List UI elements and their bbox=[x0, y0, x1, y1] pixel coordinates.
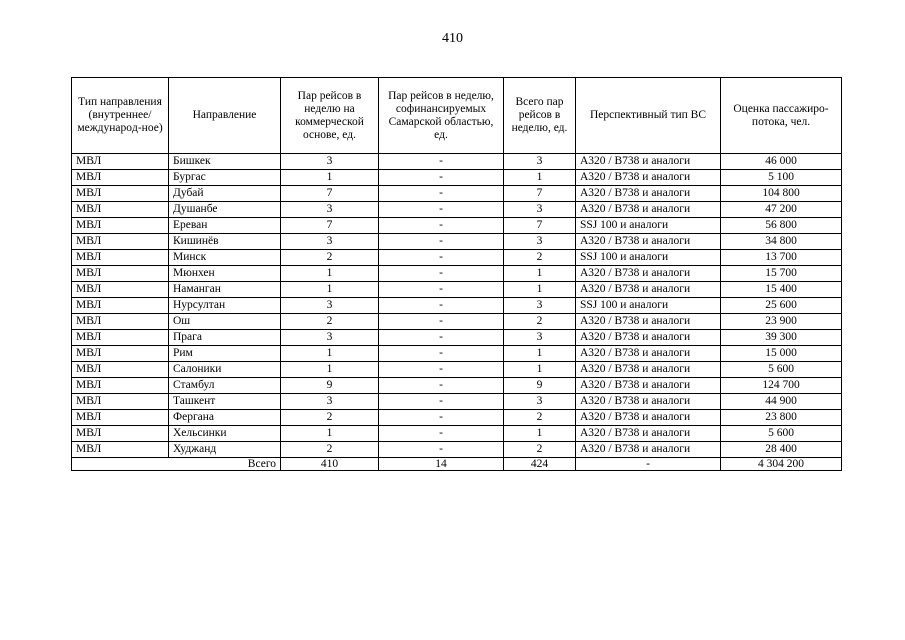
cell-direction: Салоники bbox=[169, 362, 281, 378]
table-row bbox=[72, 282, 842, 298]
cell-type: МВЛ bbox=[72, 250, 169, 266]
cell-subsidized: - bbox=[379, 202, 504, 218]
cell-aircraft: А320 / В738 и аналоги bbox=[576, 266, 721, 282]
cell-total: 7 bbox=[504, 186, 576, 202]
table-row bbox=[72, 154, 842, 170]
cell-commercial: 2 bbox=[281, 410, 379, 426]
cell-subsidized: - bbox=[379, 442, 504, 458]
cell-aircraft: А320 / В738 и аналоги bbox=[576, 426, 721, 442]
totals-total: 424 bbox=[504, 458, 576, 471]
table-row bbox=[72, 234, 842, 250]
cell-subsidized: - bbox=[379, 186, 504, 202]
cell-total: 9 bbox=[504, 378, 576, 394]
cell-subsidized: - bbox=[379, 266, 504, 282]
header-type: Тип направления (внутреннее/ междунарoд-ное) bbox=[72, 78, 169, 154]
cell-passengers: 5 100 bbox=[721, 170, 842, 186]
cell-subsidized: - bbox=[379, 394, 504, 410]
cell-passengers: 5 600 bbox=[721, 362, 842, 378]
cell-commercial: 3 bbox=[281, 298, 379, 314]
cell-aircraft: А320 / В738 и аналоги bbox=[576, 346, 721, 362]
totals-row bbox=[72, 458, 842, 471]
cell-type: МВЛ bbox=[72, 202, 169, 218]
table-row bbox=[72, 346, 842, 362]
cell-aircraft: А320 / В738 и аналоги bbox=[576, 362, 721, 378]
totals-label: Всего bbox=[72, 458, 281, 471]
cell-passengers: 28 400 bbox=[721, 442, 842, 458]
cell-subsidized: - bbox=[379, 410, 504, 426]
cell-commercial: 1 bbox=[281, 282, 379, 298]
header-direction: Направление bbox=[169, 78, 281, 154]
cell-aircraft: А320 / В738 и аналоги bbox=[576, 234, 721, 250]
cell-aircraft: А320 / В738 и аналоги bbox=[576, 378, 721, 394]
totals-subsidized: 14 bbox=[379, 458, 504, 471]
cell-type: МВЛ bbox=[72, 394, 169, 410]
table-row bbox=[72, 362, 842, 378]
cell-direction: Наманган bbox=[169, 282, 281, 298]
cell-type: МВЛ bbox=[72, 154, 169, 170]
cell-total: 2 bbox=[504, 314, 576, 330]
cell-passengers: 39 300 bbox=[721, 330, 842, 346]
cell-type: МВЛ bbox=[72, 410, 169, 426]
cell-aircraft: SSJ 100 и аналоги bbox=[576, 298, 721, 314]
cell-direction: Душанбе bbox=[169, 202, 281, 218]
cell-direction: Кишинёв bbox=[169, 234, 281, 250]
cell-subsidized: - bbox=[379, 330, 504, 346]
cell-direction: Прага bbox=[169, 330, 281, 346]
cell-subsidized: - bbox=[379, 298, 504, 314]
cell-aircraft: SSJ 100 и аналоги bbox=[576, 250, 721, 266]
cell-type: МВЛ bbox=[72, 298, 169, 314]
cell-total: 3 bbox=[504, 234, 576, 250]
table-header-row bbox=[72, 78, 842, 154]
cell-commercial: 3 bbox=[281, 394, 379, 410]
table-row bbox=[72, 442, 842, 458]
cell-direction: Фергана bbox=[169, 410, 281, 426]
cell-direction: Хельсинки bbox=[169, 426, 281, 442]
cell-subsidized: - bbox=[379, 170, 504, 186]
cell-direction: Ташкент bbox=[169, 394, 281, 410]
table-row bbox=[72, 218, 842, 234]
cell-type: МВЛ bbox=[72, 362, 169, 378]
cell-aircraft: А320 / В738 и аналоги bbox=[576, 394, 721, 410]
cell-passengers: 15 400 bbox=[721, 282, 842, 298]
cell-type: МВЛ bbox=[72, 426, 169, 442]
cell-type: МВЛ bbox=[72, 234, 169, 250]
cell-passengers: 34 800 bbox=[721, 234, 842, 250]
cell-passengers: 15 000 bbox=[721, 346, 842, 362]
header-commercial: Пар рейсов в неделю на коммерческой основе, ед. bbox=[281, 78, 379, 154]
cell-direction: Бургас bbox=[169, 170, 281, 186]
cell-subsidized: - bbox=[379, 346, 504, 362]
cell-direction: Худжанд bbox=[169, 442, 281, 458]
header-passengers: Оценка пассажиро-потока, чел. bbox=[721, 78, 842, 154]
table-row bbox=[72, 266, 842, 282]
cell-total: 2 bbox=[504, 250, 576, 266]
cell-aircraft: А320 / В738 и аналоги bbox=[576, 202, 721, 218]
cell-total: 3 bbox=[504, 298, 576, 314]
cell-passengers: 104 800 bbox=[721, 186, 842, 202]
cell-direction: Ош bbox=[169, 314, 281, 330]
cell-aircraft: А320 / В738 и аналоги bbox=[576, 154, 721, 170]
table-row bbox=[72, 170, 842, 186]
cell-aircraft: А320 / В738 и аналоги bbox=[576, 314, 721, 330]
cell-total: 3 bbox=[504, 330, 576, 346]
table-row bbox=[72, 330, 842, 346]
cell-direction: Мюнхен bbox=[169, 266, 281, 282]
table-row bbox=[72, 250, 842, 266]
cell-aircraft: А320 / В738 и аналоги bbox=[576, 170, 721, 186]
cell-subsidized: - bbox=[379, 250, 504, 266]
cell-total: 1 bbox=[504, 426, 576, 442]
cell-commercial: 3 bbox=[281, 154, 379, 170]
cell-subsidized: - bbox=[379, 282, 504, 298]
cell-commercial: 3 bbox=[281, 330, 379, 346]
totals-passengers: 4 304 200 bbox=[721, 458, 842, 471]
cell-aircraft: А320 / В738 и аналоги bbox=[576, 282, 721, 298]
cell-direction: Бишкек bbox=[169, 154, 281, 170]
table-row bbox=[72, 426, 842, 442]
table-row bbox=[72, 186, 842, 202]
cell-type: МВЛ bbox=[72, 314, 169, 330]
cell-type: МВЛ bbox=[72, 186, 169, 202]
cell-direction: Минск bbox=[169, 250, 281, 266]
cell-aircraft: А320 / В738 и аналоги bbox=[576, 186, 721, 202]
cell-subsidized: - bbox=[379, 154, 504, 170]
table-row bbox=[72, 314, 842, 330]
cell-total: 2 bbox=[504, 442, 576, 458]
routes-table bbox=[71, 77, 842, 471]
cell-direction: Ереван bbox=[169, 218, 281, 234]
cell-commercial: 7 bbox=[281, 218, 379, 234]
cell-type: МВЛ bbox=[72, 346, 169, 362]
cell-total: 3 bbox=[504, 202, 576, 218]
cell-commercial: 1 bbox=[281, 362, 379, 378]
cell-commercial: 1 bbox=[281, 426, 379, 442]
table-row bbox=[72, 378, 842, 394]
cell-subsidized: - bbox=[379, 362, 504, 378]
totals-commercial: 410 bbox=[281, 458, 379, 471]
table-row bbox=[72, 298, 842, 314]
cell-passengers: 47 200 bbox=[721, 202, 842, 218]
cell-subsidized: - bbox=[379, 378, 504, 394]
cell-total: 7 bbox=[504, 218, 576, 234]
cell-passengers: 44 900 bbox=[721, 394, 842, 410]
header-subsidized: Пар рейсов в неделю, софинансируемых Самарской областью, ед. bbox=[379, 78, 504, 154]
cell-total: 1 bbox=[504, 346, 576, 362]
cell-total: 2 bbox=[504, 410, 576, 426]
cell-total: 1 bbox=[504, 170, 576, 186]
cell-total: 3 bbox=[504, 394, 576, 410]
cell-passengers: 13 700 bbox=[721, 250, 842, 266]
cell-aircraft: А320 / В738 и аналоги bbox=[576, 330, 721, 346]
cell-aircraft: SSJ 100 и аналоги bbox=[576, 218, 721, 234]
cell-commercial: 2 bbox=[281, 442, 379, 458]
header-total: Всего пар рейсов в неделю, ед. bbox=[504, 78, 576, 154]
cell-commercial: 2 bbox=[281, 250, 379, 266]
cell-passengers: 15 700 bbox=[721, 266, 842, 282]
table-row bbox=[72, 410, 842, 426]
cell-direction: Дубай bbox=[169, 186, 281, 202]
totals-aircraft: - bbox=[576, 458, 721, 471]
cell-passengers: 23 900 bbox=[721, 314, 842, 330]
cell-commercial: 2 bbox=[281, 314, 379, 330]
header-aircraft: Перспективный тип ВС bbox=[576, 78, 721, 154]
cell-type: МВЛ bbox=[72, 282, 169, 298]
cell-type: МВЛ bbox=[72, 442, 169, 458]
cell-passengers: 25 600 bbox=[721, 298, 842, 314]
cell-passengers: 23 800 bbox=[721, 410, 842, 426]
cell-commercial: 1 bbox=[281, 170, 379, 186]
cell-type: МВЛ bbox=[72, 170, 169, 186]
cell-subsidized: - bbox=[379, 426, 504, 442]
cell-direction: Нурсултан bbox=[169, 298, 281, 314]
cell-passengers: 124 700 bbox=[721, 378, 842, 394]
table-row bbox=[72, 202, 842, 218]
cell-total: 3 bbox=[504, 154, 576, 170]
cell-passengers: 56 800 bbox=[721, 218, 842, 234]
cell-subsidized: - bbox=[379, 234, 504, 250]
cell-total: 1 bbox=[504, 266, 576, 282]
cell-passengers: 5 600 bbox=[721, 426, 842, 442]
page-number: 410 bbox=[442, 31, 463, 46]
table-body bbox=[72, 154, 842, 458]
cell-commercial: 7 bbox=[281, 186, 379, 202]
cell-type: МВЛ bbox=[72, 218, 169, 234]
cell-aircraft: А320 / В738 и аналоги bbox=[576, 410, 721, 426]
cell-direction: Рим bbox=[169, 346, 281, 362]
cell-type: МВЛ bbox=[72, 266, 169, 282]
cell-commercial: 1 bbox=[281, 346, 379, 362]
cell-passengers: 46 000 bbox=[721, 154, 842, 170]
cell-commercial: 9 bbox=[281, 378, 379, 394]
cell-aircraft: А320 / В738 и аналоги bbox=[576, 442, 721, 458]
cell-total: 1 bbox=[504, 282, 576, 298]
cell-subsidized: - bbox=[379, 218, 504, 234]
cell-commercial: 1 bbox=[281, 266, 379, 282]
table-row bbox=[72, 394, 842, 410]
cell-commercial: 3 bbox=[281, 234, 379, 250]
cell-subsidized: - bbox=[379, 314, 504, 330]
cell-commercial: 3 bbox=[281, 202, 379, 218]
cell-type: МВЛ bbox=[72, 330, 169, 346]
cell-direction: Стамбул bbox=[169, 378, 281, 394]
cell-total: 1 bbox=[504, 362, 576, 378]
cell-type: МВЛ bbox=[72, 378, 169, 394]
